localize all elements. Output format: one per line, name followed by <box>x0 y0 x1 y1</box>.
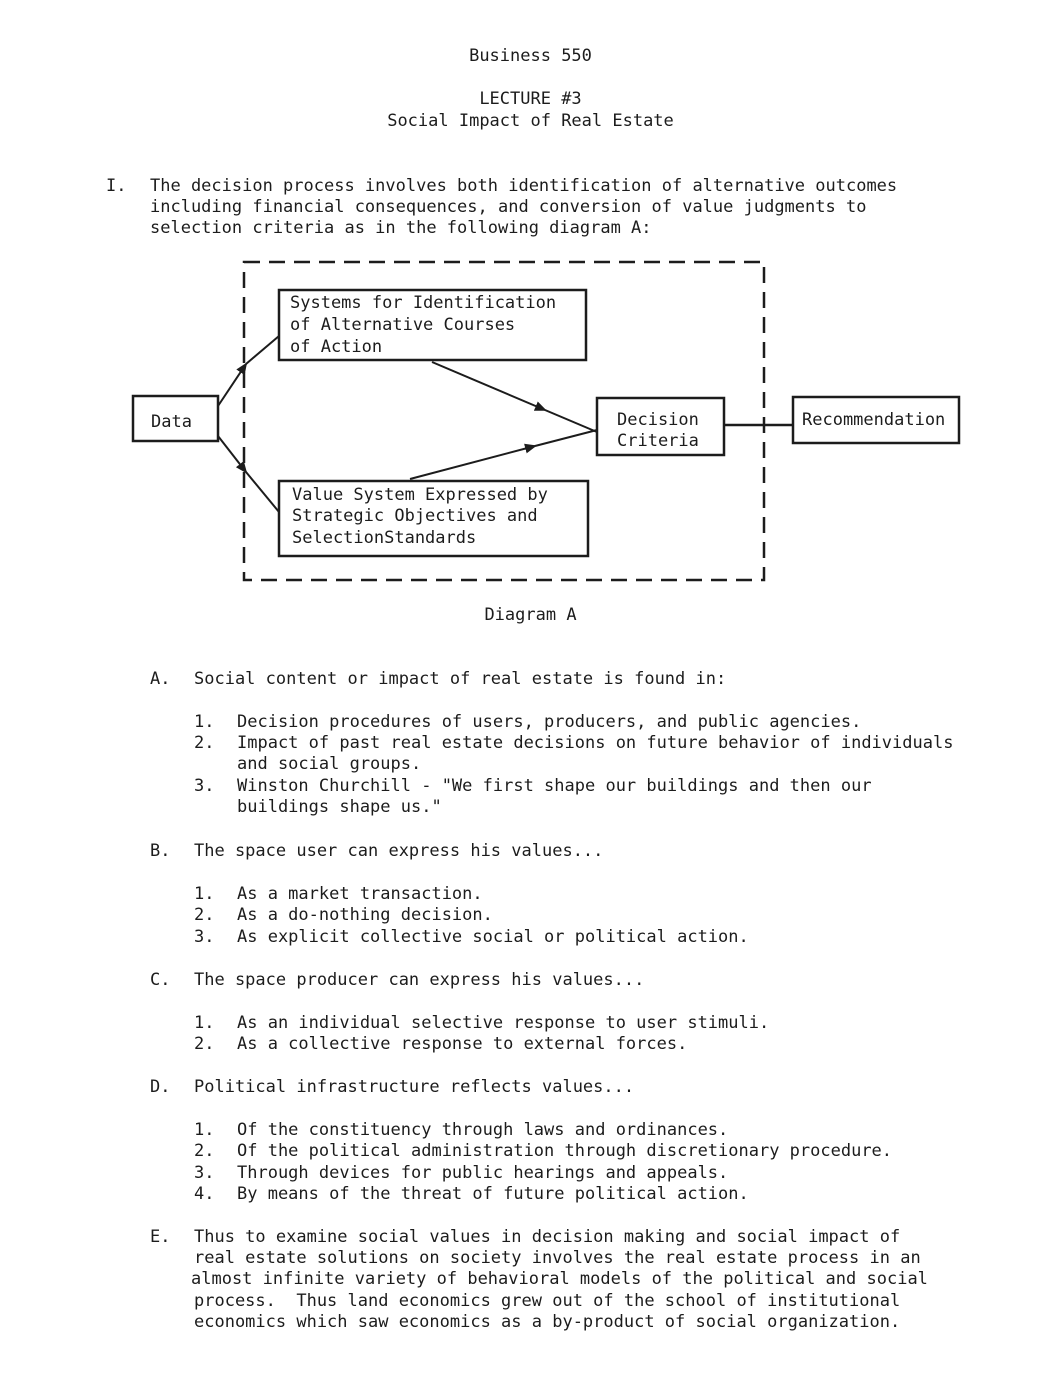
section-line: The decision process involves both identification of alternative outcomes <box>150 176 898 196</box>
paragraph-line: process. Thus land economics grew out of the school of institutional <box>194 1291 901 1311</box>
value-system-line: SelectionStandards <box>292 528 477 548</box>
diagram-caption: Diagram A <box>484 605 577 625</box>
list-item: By means of the threat of future political action. <box>237 1184 749 1204</box>
systems-line: of Alternative Courses <box>290 315 516 335</box>
value-system-line: Strategic Objectives and <box>292 506 538 526</box>
subsection-title: Political infrastructure reflects values... <box>194 1077 635 1097</box>
subsection-letter: A. <box>150 669 171 689</box>
list-item: Impact of past real estate decisions on future behavior of individuals <box>237 733 954 753</box>
section-number: I. <box>106 176 127 196</box>
course-title: Business 550 <box>469 46 592 66</box>
systems-line: of Action <box>290 337 383 357</box>
subsection-title: The space producer can express his values... <box>194 970 645 990</box>
list-item: buildings shape us." <box>237 797 442 817</box>
lecture-subtitle: Social Impact of Real Estate <box>387 111 674 131</box>
connector-line <box>545 410 597 432</box>
connector-line <box>246 336 279 364</box>
data-label: Data <box>151 412 192 432</box>
list-item: As a do-nothing decision. <box>237 905 493 925</box>
arrow-data-to-systems <box>218 364 246 406</box>
list-item: As an individual selective response to user stimuli. <box>237 1013 770 1033</box>
arrow-data-to-values <box>218 436 246 472</box>
arrow-values-to-decision <box>410 446 535 479</box>
subsection-letter: B. <box>150 841 171 861</box>
paragraph-line: almost infinite variety of behavioral models of the political and social <box>191 1269 928 1289</box>
subsection-title: Social content or impact of real estate is found in: <box>194 669 727 689</box>
list-number: 2. <box>194 905 215 925</box>
list-item: Of the constituency through laws and ordinances. <box>237 1120 729 1140</box>
connector-line <box>246 472 279 512</box>
decision-flow-diagram <box>0 250 1061 590</box>
list-number: 1. <box>194 1120 215 1140</box>
list-number: 3. <box>194 1163 215 1183</box>
decision-criteria-line: Criteria <box>617 431 699 451</box>
list-item: Through devices for public hearings and appeals. <box>237 1163 729 1183</box>
lecture-number: LECTURE #3 <box>479 89 582 109</box>
list-item: Of the political administration through discretionary procedure. <box>237 1141 893 1161</box>
paragraph-line: real estate solutions on society involves the real estate process in an <box>194 1248 921 1268</box>
subsection-letter: E. <box>150 1227 171 1247</box>
systems-line: Systems for Identification <box>290 293 557 313</box>
subsection-letter: C. <box>150 970 171 990</box>
list-number: 2. <box>194 1034 215 1054</box>
list-number: 1. <box>194 884 215 904</box>
list-number: 3. <box>194 927 215 947</box>
section-line: selection criteria as in the following diagram A: <box>150 218 652 238</box>
paragraph-line: economics which saw economics as a by-product of social organization. <box>194 1312 901 1332</box>
list-item: Winston Churchill - "We first shape our buildings and then our <box>237 776 872 796</box>
subsection-letter: D. <box>150 1077 171 1097</box>
list-number: 2. <box>194 1141 215 1161</box>
decision-criteria-line: Decision <box>617 410 699 430</box>
arrow-systems-to-decision <box>432 362 545 410</box>
section-line: including financial consequences, and conversion of value judgments to <box>150 197 867 217</box>
list-item: As a market transaction. <box>237 884 483 904</box>
list-item: As a collective response to external forces. <box>237 1034 688 1054</box>
list-number: 4. <box>194 1184 215 1204</box>
value-system-line: Value System Expressed by <box>292 485 548 505</box>
list-number: 1. <box>194 712 215 732</box>
paragraph-line: Thus to examine social values in decision making and social impact of <box>194 1227 901 1247</box>
list-number: 3. <box>194 776 215 796</box>
list-item: Decision procedures of users, producers, and public agencies. <box>237 712 862 732</box>
connector-line <box>535 430 597 446</box>
list-number: 2. <box>194 733 215 753</box>
list-item: and social groups. <box>237 754 422 774</box>
recommendation-label: Recommendation <box>802 410 946 430</box>
subsection-title: The space user can express his values... <box>194 841 604 861</box>
list-item: As explicit collective social or political action. <box>237 927 749 947</box>
list-number: 1. <box>194 1013 215 1033</box>
